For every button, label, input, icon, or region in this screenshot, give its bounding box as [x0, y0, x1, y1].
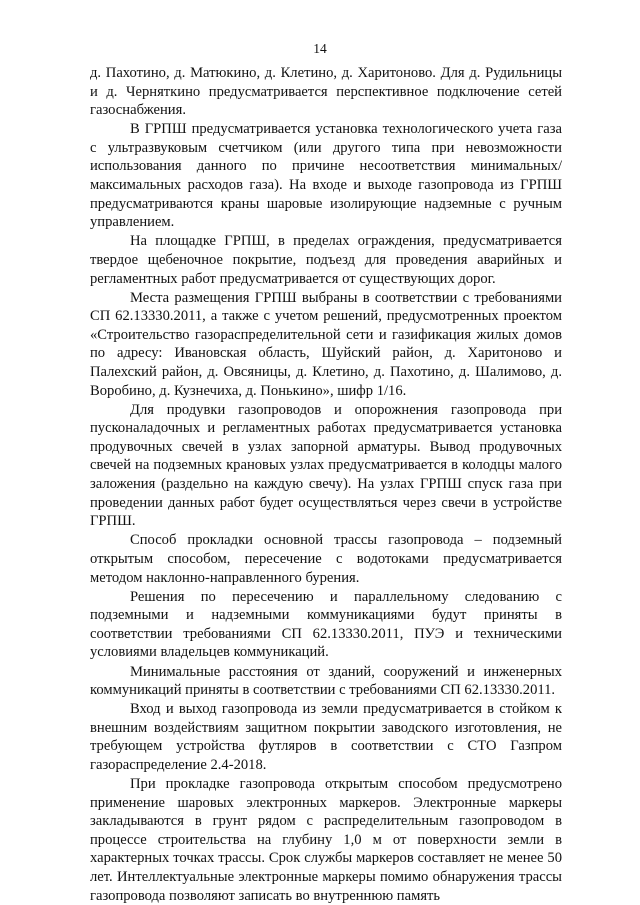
paragraph-grpsh-site-surface: На площадке ГРПШ, в пределах ограждения, предусматривается твердое щебеночное покрытие, подъезд для проведения аварийных и регламентных работ предусматривается от существующих дорог.: [90, 233, 562, 287]
paragraph-crossing-decisions: Решения по пересечению и параллельному следованию с подземными и надземными коммуникациями будут приняты в соответствии требованиями СП 62.13330.2011, ПУЭ и техническими условиями владельцев коммуникаций.: [90, 588, 562, 661]
paragraph-electronic-markers: При прокладке газопровода открытым способом предусмотрено применение шаровых электронных маркеров. Электронные маркеры закладываются в грунт рядом с распределительным газопроводом в процессе строительства на глубину 1,0 м от поверхности земли в характерных точках трассы. Срок службы маркеров составляет не менее 50 лет. Интеллектуальные электронные маркеры помимо обнаружения трассы газопровода позволяют записать во внутреннюю память: [90, 776, 562, 904]
paragraph-villages-connection: д. Пахотино, д. Матюкино, д. Клетино, д. Харитоново. Для д. Рудильницы и д. Черняткино предусматривается перспективное подключение сетей газоснабжения.: [90, 65, 562, 119]
page-number: 14: [313, 41, 327, 56]
paragraph-pipeline-entry-exit: Вход и выход газопровода из земли предусматривается в стойком к внешним воздействиям защитном покрытии заводского изготовления, не требующем устройства футляров в соответствии с СТО Газпром газораспределение 2.4-2018.: [90, 701, 562, 773]
paragraph-purge-candles: Для продувки газопроводов и опорожнения газопровода при пусконаладочных и регламентных работах предусматривается установка продувочных свечей в узлах запорной арматуры. Вывод продувочных свечей на подземных крановых узлах предусматривается в колодцы малого заложения (раздельно на каждую свечу). На узлах ГРПШ спуск газа при проведении данных работ будет осуществляться через свечи в устройстве ГРПШ.: [90, 401, 562, 530]
paragraph-laying-method: Способ прокладки основной трассы газопровода – подземный открытым способом, пересечение с водотоками предусматривается методом наклонно-направленного бурения.: [90, 532, 562, 586]
paragraph-minimum-distances: Минимальные расстояния от зданий, сооружений и инженерных коммуникаций приняты в соответствии с требованиями СП 62.13330.2011.: [90, 663, 562, 699]
paragraph-grpsh-gas-metering: В ГРПШ предусматривается установка технологического учета газа с ультразвуковым счетчиком (или другого типа при невозможности использования данного по причине несоответствия минимальных/максимальных расходов газа). На входе и выходе газопровода из ГРПШ предусматриваются краны шаровые изолирующие надземные с ручным управлением.: [90, 121, 562, 231]
paragraph-grpsh-placement: Места размещения ГРПШ выбраны в соответствии с требованиями СП 62.13330.2011, а также с учетом решений, предусмотренных проектом «Строительство газораспределительной сети и газификация жилых домов по адресу: Ивановская область, Шуйский район, д. Харитоново и Палехский район, д. Овсяницы, д. Клетино, д. Пахотино, д. Шалимово, д. Воробино, д. Кузнечиха, д. Понькино», шифр 1/16.: [90, 289, 562, 399]
document-body: [90, 64, 562, 905]
